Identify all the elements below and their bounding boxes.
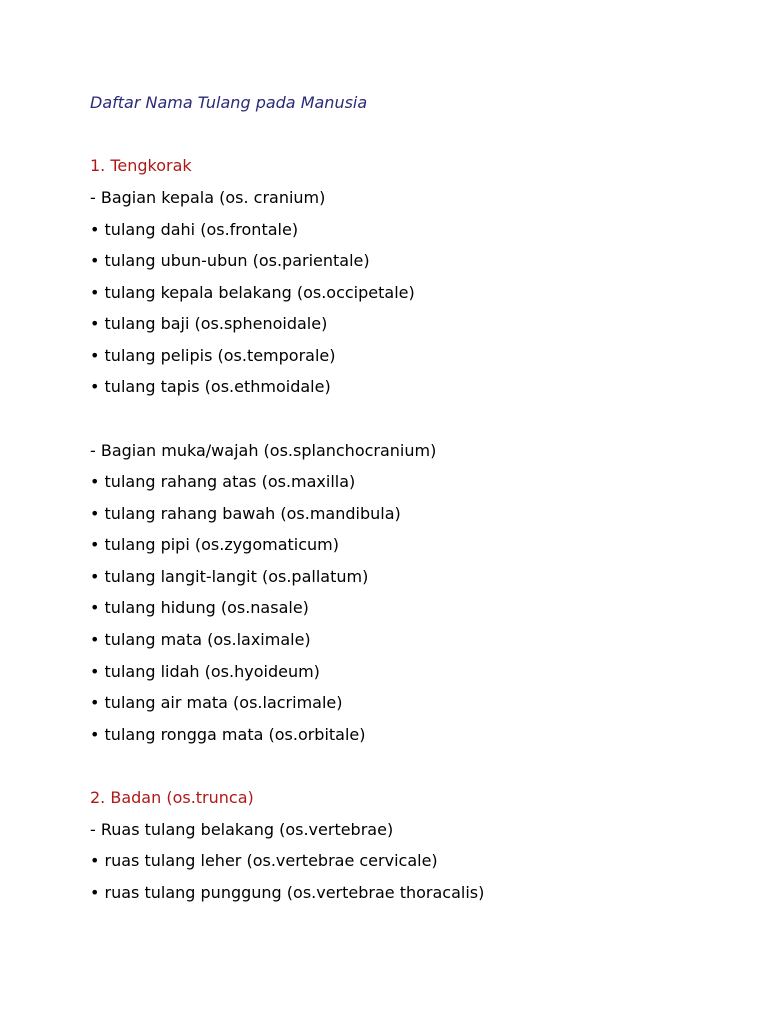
list-item: • tulang pipi (os.zygomaticum) bbox=[90, 535, 339, 554]
list-item: • tulang air mata (os.lacrimale) bbox=[90, 693, 343, 712]
list-item: • tulang pelipis (os.temporale) bbox=[90, 346, 336, 365]
list-item: • tulang hidung (os.nasale) bbox=[90, 598, 309, 617]
list-item: • ruas tulang punggung (os.vertebrae thoracalis) bbox=[90, 883, 485, 902]
list-item: • tulang ubun-ubun (os.parientale) bbox=[90, 251, 370, 270]
list-item: • tulang mata (os.laximale) bbox=[90, 630, 311, 649]
list-item: • tulang rahang bawah (os.mandibula) bbox=[90, 504, 401, 523]
document-title: Daftar Nama Tulang pada Manusia bbox=[90, 93, 368, 112]
subsection-label-kepala: - Bagian kepala (os. cranium) bbox=[90, 188, 326, 207]
list-item: • tulang baji (os.sphenoidale) bbox=[90, 314, 328, 333]
subsection-label-vertebrae: - Ruas tulang belakang (os.vertebrae) bbox=[90, 820, 394, 839]
list-item: • tulang kepala belakang (os.occipetale) bbox=[90, 283, 415, 302]
list-item: • tulang langit-langit (os.pallatum) bbox=[90, 567, 369, 586]
list-item: • tulang rahang atas (os.maxilla) bbox=[90, 472, 356, 491]
list-item: • tulang dahi (os.frontale) bbox=[90, 220, 299, 239]
list-item: • tulang lidah (os.hyoideum) bbox=[90, 662, 320, 681]
subsection-label-muka: - Bagian muka/wajah (os.splanchocranium) bbox=[90, 441, 437, 460]
section-heading-badan: 2. Badan (os.trunca) bbox=[90, 788, 254, 807]
list-item: • tulang tapis (os.ethmoidale) bbox=[90, 377, 331, 396]
list-item: • tulang rongga mata (os.orbitale) bbox=[90, 725, 366, 744]
list-item: • ruas tulang leher (os.vertebrae cervicale) bbox=[90, 851, 438, 870]
section-heading-tengkorak: 1. Tengkorak bbox=[90, 156, 192, 175]
